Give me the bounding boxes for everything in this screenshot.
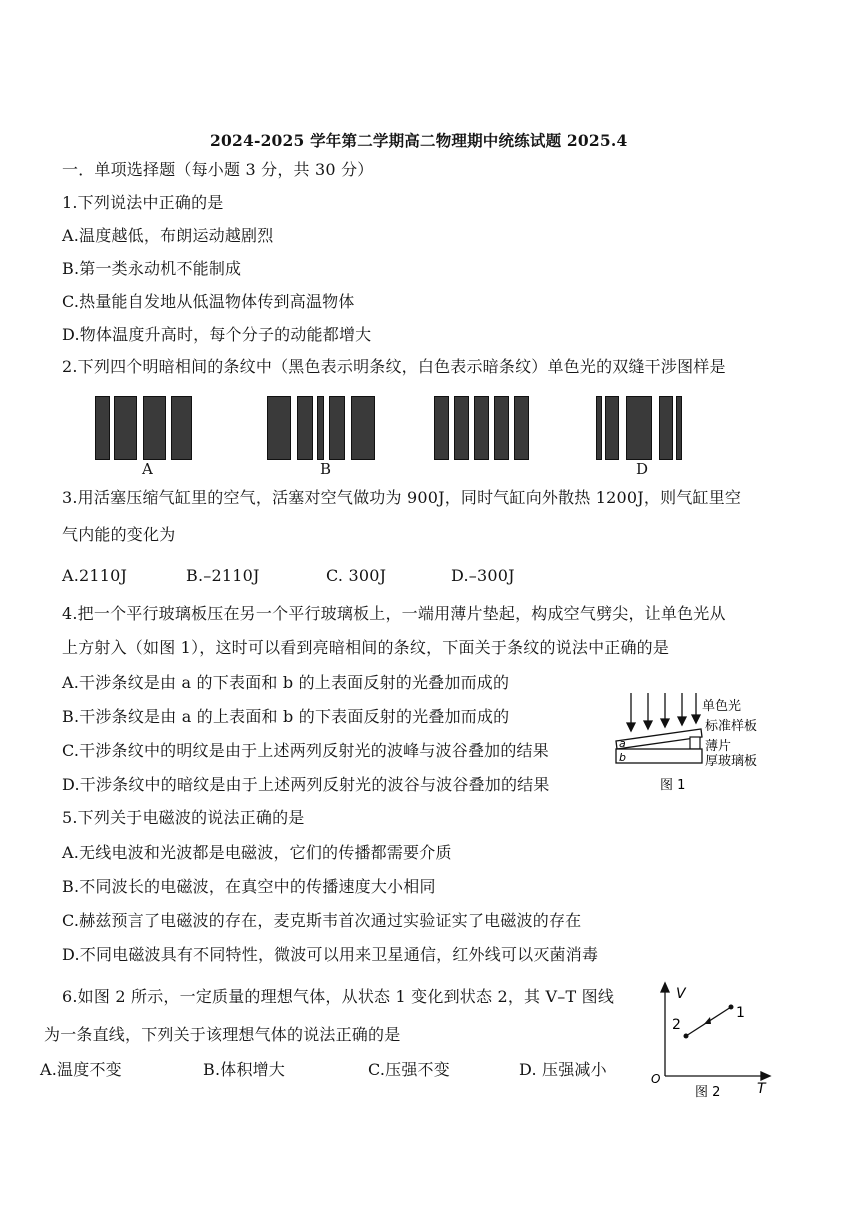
question-3-option-b: B.–2110J xyxy=(186,566,260,585)
page-title: 2024-2025 学年第二学期高二物理期中统练试题 2025.4 xyxy=(210,131,628,150)
fringe-stripe xyxy=(495,397,508,459)
fig2-origin: O xyxy=(651,1072,661,1086)
fringe-stripe xyxy=(627,397,651,459)
question-3-option-c: C. 300J xyxy=(326,566,387,585)
question-1-stem: 1.下列说法中正确的是 xyxy=(62,193,224,212)
question-6-stem-line-2: 为一条直线，下列关于该理想气体的说法正确的是 xyxy=(44,1025,401,1044)
question-1-option-c: C.热量能自发地从低温物体传到高温物体 xyxy=(62,292,355,311)
fringe-label-d: D xyxy=(636,460,649,478)
question-6-stem-line-1: 6.如图 2 所示，一定质量的理想气体，从状态 1 变化到状态 2，其 V–T 图线 xyxy=(62,987,615,1006)
figure-1-air-wedge xyxy=(608,685,778,795)
question-3-stem-line-1: 3.用活塞压缩气缸里的空气，活塞对空气做功为 900J，同时气缸向外散热 1200J，则气缸里空 xyxy=(62,488,742,507)
fig2-caption: 图 2 xyxy=(695,1085,721,1100)
question-1-option-a: A.温度越低，布朗运动越剧烈 xyxy=(62,226,274,245)
fig2-point-1-label: 1 xyxy=(736,1005,745,1021)
fringe-stripe xyxy=(435,397,448,459)
fig2-axis-t: T xyxy=(757,1081,766,1097)
fig1-label-bottom: 厚玻璃板 xyxy=(705,754,758,769)
question-6-option-d: D. 压强减小 xyxy=(519,1060,607,1079)
fig1-label-a: a xyxy=(619,737,626,750)
question-4-option-a: A.干涉条纹是由 a 的下表面和 b 的上表面反射的光叠加而成的 xyxy=(62,673,510,692)
question-4-stem-line-1: 4.把一个平行玻璃板压在另一个平行玻璃板上，一端用薄片垫起，构成空气劈尖，让单色光从 xyxy=(62,604,726,623)
section-heading: 一．单项选择题（每小题 3 分，共 30 分） xyxy=(62,160,374,179)
state-point-2 xyxy=(684,1034,689,1039)
question-3-option-d: D.–300J xyxy=(451,566,515,585)
fringe-pattern-a xyxy=(96,397,196,459)
question-1-option-d: D.物体温度升高时，每个分子的动能都增大 xyxy=(62,325,372,344)
question-1-option-b: B.第一类永动机不能制成 xyxy=(62,259,242,278)
question-5-option-b: B.不同波长的电磁波，在真空中的传播速度大小相同 xyxy=(62,877,436,896)
fringe-stripe xyxy=(144,397,165,459)
fringe-stripe xyxy=(515,397,528,459)
question-5-option-a: A.无线电波和光波都是电磁波，它们的传播都需要介质 xyxy=(62,843,452,862)
fringe-stripe xyxy=(298,397,312,459)
fringe-stripe xyxy=(318,397,323,459)
question-4-option-d: D.干涉条纹中的暗纹是由于上述两列反射光的波谷与波谷叠加的结果 xyxy=(62,775,550,794)
fig1-label-light: 单色光 xyxy=(702,699,742,714)
question-6-option-a: A.温度不变 xyxy=(40,1060,122,1079)
figure-2-vt-graph xyxy=(643,980,778,1105)
question-6-option-c: C.压强不变 xyxy=(368,1060,450,1079)
question-5-option-c: C.赫兹预言了电磁波的存在，麦克斯韦首次通过实验证实了电磁波的存在 xyxy=(62,911,582,930)
fringe-stripe xyxy=(115,397,136,459)
fringe-stripe xyxy=(96,397,109,459)
fringe-pattern-b xyxy=(268,397,388,459)
standard-plate xyxy=(616,729,702,749)
fringe-label-a: A xyxy=(142,460,153,478)
incident-light-arrows xyxy=(627,693,700,731)
fringe-stripe xyxy=(268,397,290,459)
question-5-stem: 5.下列关于电磁波的说法正确的是 xyxy=(62,808,305,827)
state-point-1 xyxy=(729,1005,734,1010)
shim xyxy=(690,737,700,749)
question-3-option-a: A.2110J xyxy=(62,566,128,585)
fringe-stripe xyxy=(475,397,488,459)
fig2-axis-v: V xyxy=(676,986,686,1002)
fig1-caption: 图 1 xyxy=(660,778,686,793)
question-4-stem-line-2: 上方射入（如图 1），这时可以看到亮暗相间的条纹，下面关于条纹的说法中正确的是 xyxy=(62,638,670,657)
fig2-point-2-label: 2 xyxy=(672,1017,681,1033)
fringe-label-b: B xyxy=(320,460,332,478)
question-3-stem-line-2: 气内能的变化为 xyxy=(62,525,176,544)
fringe-stripe xyxy=(352,397,374,459)
fringe-pattern-c xyxy=(435,397,545,459)
question-4-option-b: B.干涉条纹是由 a 的上表面和 b 的下表面反射的光叠加而成的 xyxy=(62,707,510,726)
fig1-label-top: 标准样板 xyxy=(705,719,758,734)
fig1-label-shim: 薄片 xyxy=(705,739,732,754)
question-5-option-d: D.不同电磁波具有不同特性，微波可以用来卫星通信，红外线可以灭菌消毒 xyxy=(62,945,599,964)
fringe-stripe xyxy=(606,397,618,459)
fringe-stripe xyxy=(677,397,681,459)
fringe-pattern-d xyxy=(597,397,697,459)
question-2-stem: 2.下列四个明暗相间的条纹中（黑色表示明条纹，白色表示暗条纹）单色光的双缝干涉图样是 xyxy=(62,357,726,376)
fig1-label-b: b xyxy=(619,751,626,764)
question-4-option-c: C.干涉条纹中的明纹是由于上述两列反射光的波峰与波谷叠加的结果 xyxy=(62,741,549,760)
fringe-stripe xyxy=(330,397,344,459)
fringe-stripe xyxy=(597,397,601,459)
question-6-option-b: B.体积增大 xyxy=(203,1060,286,1079)
fringe-stripe xyxy=(455,397,468,459)
thick-glass-plate xyxy=(616,749,702,763)
direction-arrow xyxy=(704,1017,711,1024)
fringe-stripe xyxy=(172,397,191,459)
fringe-stripe xyxy=(660,397,672,459)
